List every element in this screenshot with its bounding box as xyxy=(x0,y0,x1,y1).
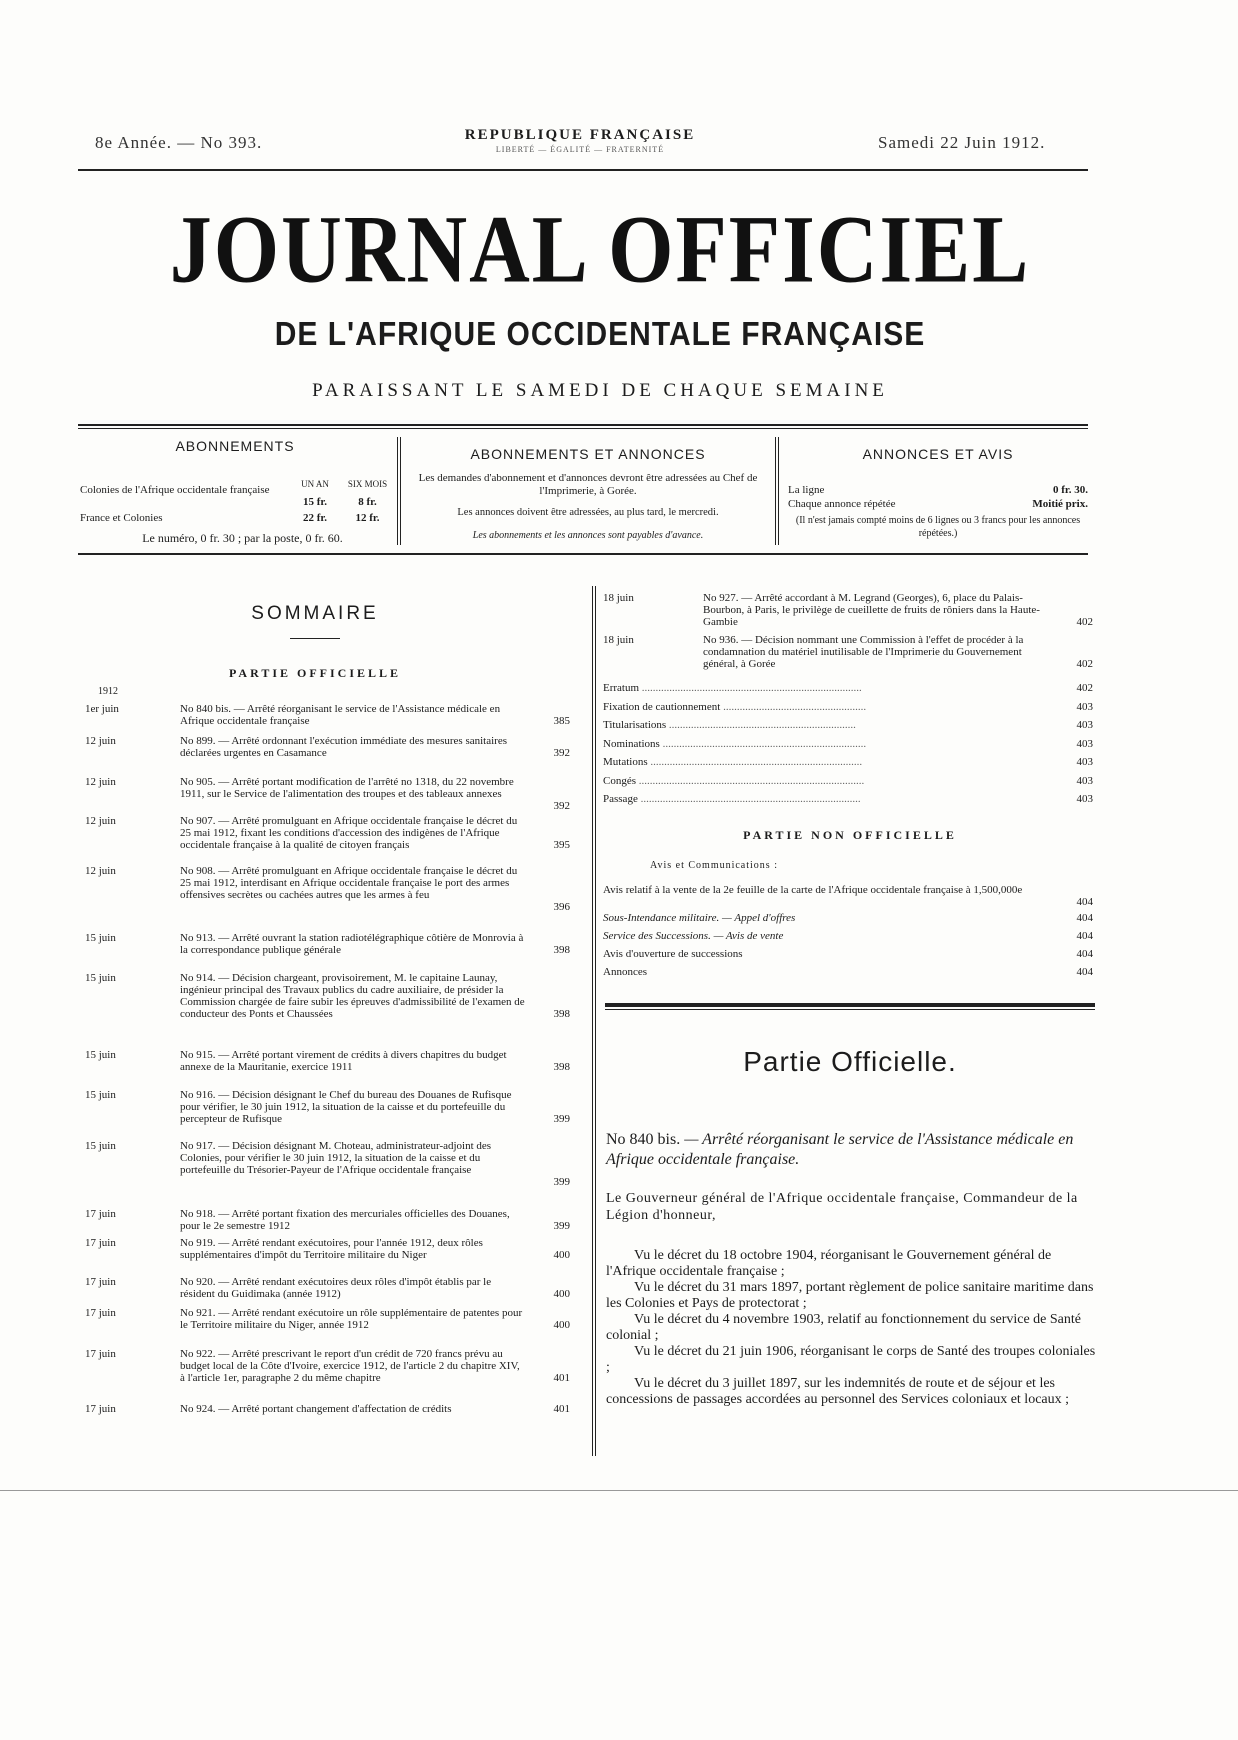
entry-text: No 920. — Arrêté rendant exécutoires deux rôles d'impôt établis par le résident du Guidimaka (année 1912) xyxy=(180,1276,492,1300)
entry-date: 15 juin xyxy=(85,932,116,944)
entry-page: 401 xyxy=(553,1403,570,1415)
entry-page: 399 xyxy=(553,1220,570,1232)
entry-page: 385 xyxy=(553,715,570,727)
leader-dots: ............................................................................. xyxy=(647,756,863,768)
entry-date: 17 juin xyxy=(85,1208,116,1220)
entry-text: No 907. — Arrêté promulguant en Afrique occidentale française le décret du 25 mai 1912, fixant les conditions d'accession des indigènes de l'Afrique occidentale française à la qualité de citoyen français xyxy=(180,815,518,851)
entry-date: 18 juin xyxy=(603,592,634,604)
entry-date: 12 juin xyxy=(85,776,116,788)
partie-officielle-title: Partie Officielle. xyxy=(743,1046,957,1077)
column-divider xyxy=(592,586,593,1456)
sommaire-nonoff-entry xyxy=(603,966,1093,978)
annonces-avis-panel xyxy=(788,446,1088,539)
nonoff-label: Avis d'ouverture de successions xyxy=(603,948,743,960)
nonoff-page: 404 xyxy=(1076,966,1093,978)
abonnements-panel xyxy=(80,438,390,545)
arrete-number: No 840 bis. xyxy=(606,1131,681,1148)
misc-label: Fixation de cautionnement xyxy=(603,700,721,713)
entry-page: 400 xyxy=(553,1288,570,1300)
entry-date: 17 juin xyxy=(85,1237,116,1249)
entry-text: No 924. — Arrêté portant changement d'affectation de crédits xyxy=(180,1403,452,1415)
entry-page: 396 xyxy=(553,901,570,913)
leader-dots: .......................................................................... xyxy=(659,737,867,750)
box-divider-1 xyxy=(397,437,398,545)
issue-date: Samedi 22 Juin 1912. xyxy=(878,133,1046,152)
mercredi-text: Les annonces doivent être adressées, au plus tard, le mercredi. xyxy=(457,507,719,518)
ligne-label: La ligne xyxy=(788,484,825,496)
abonnements-heading: ABONNEMENTS xyxy=(175,438,295,454)
entry-page: 401 xyxy=(553,1372,570,1384)
page-bottom-rule xyxy=(0,1490,1238,1491)
entry-page: 395 xyxy=(553,839,570,851)
vu-paragraph: Vu le décret du 18 octobre 1904, réorganisant le Gouvernement général de l'Afrique occidentale française ; xyxy=(606,1248,1052,1279)
republique-header xyxy=(400,127,760,154)
sommaire-misc-entry xyxy=(603,775,1093,787)
arrete-title xyxy=(606,1130,1086,1170)
sommaire-nonoff-entry xyxy=(603,948,1093,960)
arrete-heading: — Arrêté réorganisant le service de l'Assistance médicale en Afrique occidentale française. xyxy=(606,1131,1074,1168)
ligne-price: 0 fr. 30. xyxy=(1052,484,1088,496)
leader-dots: .................................................................................. xyxy=(636,774,865,787)
entry-date: 15 juin xyxy=(85,1140,116,1152)
entry-date: 1er juin xyxy=(85,703,119,715)
column-divider-b xyxy=(595,586,596,1456)
row2-label: France et Colonies xyxy=(80,512,163,524)
entry-date: 12 juin xyxy=(85,735,116,747)
annonces-avis-heading: ANNONCES ET AVIS xyxy=(862,446,1014,462)
nonoff-label: Service des Successions. — Avis de vente xyxy=(603,930,784,942)
entry-page: 400 xyxy=(553,1249,570,1261)
sommaire-misc-entry xyxy=(603,793,1093,805)
box-divider-1b xyxy=(400,437,401,545)
misc-label: Erratum xyxy=(603,682,640,694)
misc-page: 403 xyxy=(1076,719,1093,731)
devise: LIBERTÉ — ÉGALITÉ — FRATERNITÉ xyxy=(495,145,665,154)
payables-text: Les abonnements et les annonces sont payables d'avance. xyxy=(472,530,704,541)
repetee-label: Chaque annonce répétée xyxy=(788,498,896,510)
misc-page: 403 xyxy=(1076,756,1093,768)
col-six-mois: SIX MOIS xyxy=(347,479,388,489)
row1-an: 15 fr. xyxy=(302,496,328,508)
journal-subtitle: DE L'AFRIQUE OCCIDENTALE FRANÇAISE xyxy=(274,316,926,353)
republique-label: REPUBLIQUE FRANÇAISE xyxy=(464,127,696,143)
entry-date: 17 juin xyxy=(85,1307,116,1319)
publication-frequency: PARAISSANT LE SAMEDI DE CHAQUE SEMAINE xyxy=(312,380,888,401)
row2-six: 12 fr. xyxy=(355,512,380,524)
misc-label: Mutations xyxy=(603,756,648,768)
row1-six: 8 fr. xyxy=(358,496,377,508)
nonoff-page: 404 xyxy=(1076,948,1093,960)
sommaire-nonoff-entry xyxy=(603,930,1093,942)
masthead-rule xyxy=(78,169,1088,171)
col-un-an: UN AN xyxy=(301,479,329,489)
abonnements-annonces-panel xyxy=(408,446,768,542)
entry-text: No 918. — Arrêté portant fixation des mercuriales officielles des Douanes, pour le 2e semestre 1912 xyxy=(180,1208,510,1232)
entry-text: No 899. — Arrêté ordonnant l'exécution immédiate des mesures sanitaires déclarées urgentes en Casamance xyxy=(180,735,508,759)
entry-text: No 914. — Décision chargeant, provisoirement, M. le capitaine Launay, ingénieur principal des Travaux publics du cadre auxiliaire, de présider la Commission chargée de faire subir les épreuves d'admissibilité de l'examen de conducteur des Ponts et Chaussées xyxy=(180,972,525,1020)
vu-paragraph: Vu le décret du 3 juillet 1897, sur les indemnités de route et de séjour et les concessions de passages accordées au personnel des Services coloniaux et locaux ; xyxy=(606,1376,1070,1407)
sommaire-underline xyxy=(290,638,340,639)
abonnements-annonces-heading: ABONNEMENTS ET ANNONCES xyxy=(470,446,706,462)
sommaire-misc-entry xyxy=(603,756,1093,768)
entry-text: No 922. — Arrêté prescrivant le report d'un crédit de 720 francs prévu au budget local de la Côte d'Ivoire, exercice 1912, de l'article 2 du chapitre XIV, à l'article 1er, paragraphe 2 du même chapitre xyxy=(180,1348,520,1384)
sommaire-nonoff-entry xyxy=(603,912,1093,924)
row2-an: 22 fr. xyxy=(302,512,328,524)
entry-date: 12 juin xyxy=(85,865,116,877)
gouverneur-line: Le Gouverneur général de l'Afrique occidentale française, Commandeur de la Légion d'honneur, xyxy=(606,1191,1078,1223)
entry-page: 398 xyxy=(553,944,570,956)
entry-text: No 921. — Arrêté rendant exécutoire un rôle supplémentaire de patentes pour le Territoire militaire du Niger, année 1912 xyxy=(180,1307,523,1331)
avis-heading: Avis et Communications : xyxy=(650,860,778,871)
entry-page: 399 xyxy=(553,1176,570,1188)
repetee-price: Moitié prix. xyxy=(1032,498,1088,510)
vu-paragraphs xyxy=(606,1248,1096,1408)
entry-page: 398 xyxy=(553,1008,570,1020)
sommaire-year: 1912 xyxy=(98,686,118,697)
entry-page: 400 xyxy=(553,1319,570,1331)
entry-page: 398 xyxy=(553,1061,570,1073)
sommaire-title: SOMMAIRE xyxy=(251,603,379,624)
sommaire-nonoff-entry xyxy=(603,884,1093,908)
entry-text: No 840 bis. — Arrêté réorganisant le service de l'Assistance médicale en Afrique occidentale française xyxy=(180,703,501,727)
box-bottom-rule xyxy=(78,553,1088,555)
entry-date: 15 juin xyxy=(85,1089,116,1101)
nonoff-label: Avis relatif à la vente de la 2e feuille de la carte de l'Afrique occidentale française à 1,500,000e xyxy=(603,884,1023,896)
nonoff-page: 404 xyxy=(1076,930,1093,942)
entry-text: No 919. — Arrêté rendant exécutoires, pour l'année 1912, deux rôles supplémentaires d'impôt du Territoire militaire du Niger xyxy=(180,1237,483,1261)
box-divider-2 xyxy=(775,437,776,545)
misc-page: 403 xyxy=(1076,793,1093,805)
partie-officielle-heading: PARTIE OFFICIELLE xyxy=(228,666,402,680)
annonces-note: (Il n'est jamais compté moins de 6 lignes ou 3 francs pour les annonces répétées.) xyxy=(795,515,1081,539)
issue-number: 8e Année. — No 393. xyxy=(95,133,263,152)
sommaire-misc-entry xyxy=(603,738,1093,750)
entry-page: 402 xyxy=(1076,658,1093,670)
nonoff-page: 404 xyxy=(1076,912,1093,924)
box-top-rule xyxy=(78,424,1088,426)
nonoff-label: Annonces xyxy=(603,966,647,978)
box-divider-2b xyxy=(778,437,779,545)
entry-page: 392 xyxy=(553,747,570,759)
nonoff-page: 404 xyxy=(1076,896,1093,908)
misc-page: 402 xyxy=(1076,682,1093,694)
misc-label: Titularisations xyxy=(603,719,667,731)
misc-page: 403 xyxy=(1076,774,1093,787)
entry-date: 18 juin xyxy=(603,634,634,646)
leader-dots: .................................................... xyxy=(720,700,867,713)
entry-text: No 916. — Décision désignant le Chef du bureau des Douanes de Rufisque pour vérifier, le 30 juin 1912, la situation de la caisse et du portefeuille du percepteur de Rufisque xyxy=(180,1089,512,1125)
vu-paragraph: Vu le décret du 31 mars 1897, portant règlement de police sanitaire maritime dans les Colonies et Pays de protectorat ; xyxy=(606,1280,1094,1311)
misc-label: Congés xyxy=(603,774,636,787)
entry-page: 392 xyxy=(553,800,570,812)
entry-text: No 936. — Décision nommant une Commission à l'effet de procéder à la condamnation du matériel inutilisable de l'Imprimerie du Gouvernement général, à Gorée xyxy=(703,634,1024,670)
vu-paragraph: Vu le décret du 21 juin 1906, réorganisant le corps de Santé des troupes coloniales ; xyxy=(606,1344,1096,1375)
vu-paragraph: Vu le décret du 4 novembre 1903, relatif au fonctionnement du service de Santé colonial ; xyxy=(606,1312,1082,1343)
misc-page: 403 xyxy=(1076,737,1093,750)
entry-date: 17 juin xyxy=(85,1348,116,1360)
entry-text: No 927. — Arrêté accordant à M. Legrand (Georges), 6, place du Palais-Bourbon, à Paris, le privilège de cueillette de fruits de rôniers dans la Haute-Gambie xyxy=(703,592,1040,628)
entry-page: 402 xyxy=(1076,616,1093,628)
entry-date: 15 juin xyxy=(85,1049,116,1061)
numero-price: Le numéro, 0 fr. 30 ; par la poste, 0 fr. 60. xyxy=(142,531,343,545)
leader-dots: .................................................................... xyxy=(666,719,856,731)
nonoff-label: Sous-Intendance militaire. — Appel d'offres xyxy=(603,912,796,924)
journal-title: JOURNAL OFFICIEL xyxy=(169,196,1031,304)
entry-date: 12 juin xyxy=(85,815,116,827)
entry-date: 17 juin xyxy=(85,1403,116,1415)
leader-dots: ................................................................................ xyxy=(639,682,862,694)
row1-label: Colonies de l'Afrique occidentale française xyxy=(80,484,270,496)
entry-text: No 915. — Arrêté portant virement de crédits à divers chapitres du budget annexe de la Mauritanie, exercice 1911 xyxy=(180,1049,507,1073)
leader-dots: ................................................................................ xyxy=(637,793,861,805)
thin-rule xyxy=(605,1009,1095,1010)
demandes-text: Les demandes d'abonnement et d'annonces devront être adressées au Chef de l'Imprimerie, à Gorée. xyxy=(418,472,758,497)
entry-text: No 908. — Arrêté promulguant en Afrique occidentale française le décret du 25 mai 1912, interdisant en Afrique occidentale française le port des armes offensives secrètes ou cachées autres que les armes à feu xyxy=(180,865,518,901)
sommaire-misc-entry xyxy=(603,682,1093,694)
sommaire-misc-entry xyxy=(603,701,1093,713)
entry-date: 15 juin xyxy=(85,972,116,984)
entry-page: 399 xyxy=(553,1113,570,1125)
misc-label: Passage xyxy=(603,793,638,805)
box-top-rule-2 xyxy=(78,428,1088,429)
partie-non-officielle-heading: PARTIE NON OFFICIELLE xyxy=(743,828,957,842)
sommaire-misc-entry xyxy=(603,719,1093,731)
misc-page: 403 xyxy=(1076,700,1093,713)
thick-rule xyxy=(605,1003,1095,1007)
entry-text: No 913. — Arrêté ouvrant la station radiotélégraphique côtière de Monrovia à la correspondance publique générale xyxy=(180,932,524,956)
entry-text: No 917. — Décision désignant M. Choteau, administrateur-adjoint des Colonies, pour vérifier le 30 juin 1912, la situation de la caisse et du portefeuille du Trésorier-Payeur de l'Afrique occidentale française xyxy=(180,1140,492,1176)
misc-label: Nominations xyxy=(603,737,660,750)
entry-text: No 905. — Arrêté portant modification de l'arrêté no 1318, du 22 novembre 1911, sur le Service de l'alimentation des troupes et des tableaux annexes xyxy=(180,776,514,800)
entry-date: 17 juin xyxy=(85,1276,116,1288)
